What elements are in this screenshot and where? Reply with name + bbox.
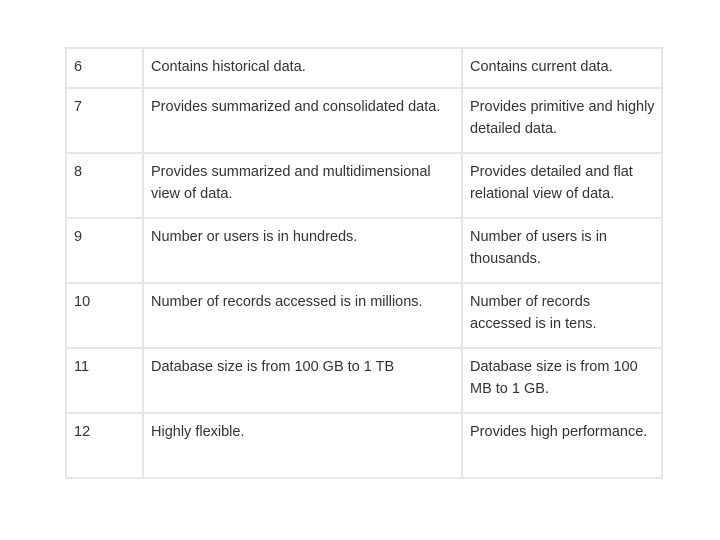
right-description-cell: Number of records accessed is in tens. xyxy=(462,283,662,348)
table-row xyxy=(66,48,662,88)
left-description-cell: Provides summarized and consolidated data. xyxy=(143,88,462,153)
right-description-cell: Number of users is in thousands. xyxy=(462,218,662,283)
table-row xyxy=(66,348,662,413)
comparison-table-container xyxy=(65,47,661,479)
right-description-cell: Database size is from 100 MB to 1 GB. xyxy=(462,348,662,413)
row-number-cell: 8 xyxy=(66,153,143,218)
right-description-cell: Provides primitive and highly detailed data. xyxy=(462,88,662,153)
row-number-cell: 7 xyxy=(66,88,143,153)
row-number-cell: 9 xyxy=(66,218,143,283)
row-number-cell: 12 xyxy=(66,413,143,478)
right-description-cell: Provides detailed and flat relational view of data. xyxy=(462,153,662,218)
left-description-cell: Database size is from 100 GB to 1 TB xyxy=(143,348,462,413)
row-number-cell: 6 xyxy=(66,48,143,88)
table-row xyxy=(66,153,662,218)
row-number-cell: 11 xyxy=(66,348,143,413)
left-description-cell: Highly flexible. xyxy=(143,413,462,478)
left-description-cell: Provides summarized and multidimensional view of data. xyxy=(143,153,462,218)
row-number-cell: 10 xyxy=(66,283,143,348)
comparison-table xyxy=(65,47,663,479)
table-row xyxy=(66,413,662,478)
right-description-cell: Provides high performance. xyxy=(462,413,662,478)
table-row xyxy=(66,88,662,153)
table-row xyxy=(66,283,662,348)
left-description-cell: Contains historical data. xyxy=(143,48,462,88)
right-description-cell: Contains current data. xyxy=(462,48,662,88)
table-row xyxy=(66,218,662,283)
left-description-cell: Number or users is in hundreds. xyxy=(143,218,462,283)
left-description-cell: Number of records accessed is in millions. xyxy=(143,283,462,348)
